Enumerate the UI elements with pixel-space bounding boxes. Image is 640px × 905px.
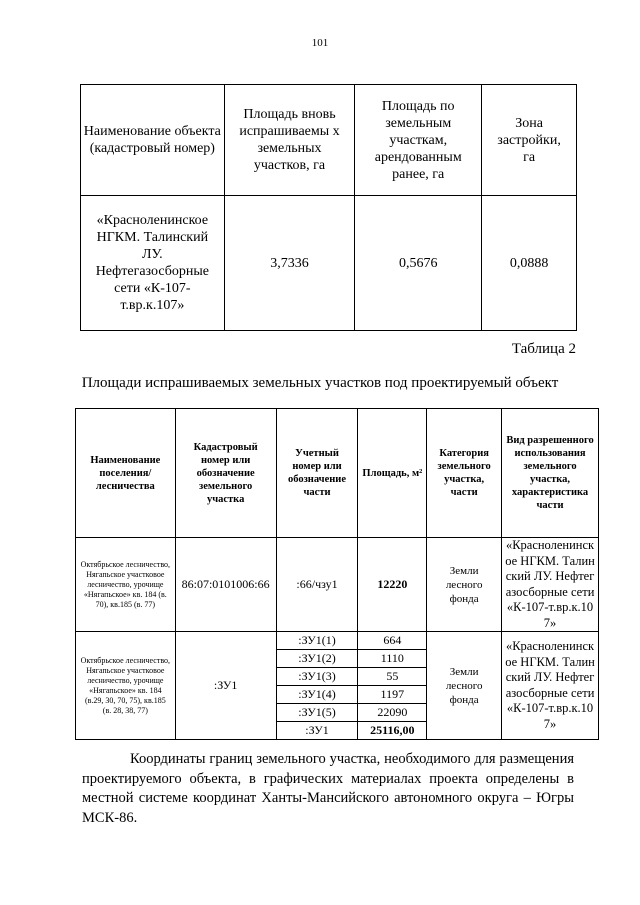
leased-area-value: 0,5676 [355, 196, 482, 331]
settlement-cell: Октябрьское лесничество, Нягапьское участковое лесничество, урочище «Нягапьское» кв. 184 (в. 70), кв.185 (в. 77) [76, 538, 176, 632]
table-header-row [76, 409, 599, 538]
cadastral-cell: 86:07:0101006:66 [175, 538, 276, 632]
area-cell: 22090 [358, 704, 427, 722]
table-header-row [81, 85, 577, 196]
part-cell: :66/чзу1 [276, 538, 358, 632]
table-row [76, 632, 599, 650]
settlement-cell: Октябрьское лесничество, Нягапьское участковое лесничество, урочище «Нягапьское» кв. 184 (в.29, 30, 70, 75), кв.185 (в. 28, 38, 77) [76, 632, 176, 740]
area-cell: 664 [358, 632, 427, 650]
table2-title: Площади испрашиваемых земельных участков под проектируемый объект [81, 375, 559, 391]
header-new-area: Площадь вновь испрашиваемы х земельных участков, га [224, 85, 355, 196]
part-cell: :ЗУ1(2) [276, 650, 358, 668]
use-cell: «Красноленинское НГКМ. Талинский ЛУ. Нефтегазосборные сети «К-107-т.вр.к.107» [502, 538, 599, 632]
page-number: 101 [311, 37, 329, 49]
coordinates-paragraph [82, 750, 574, 828]
object-name: «Красноленинское НГКМ. Талинский ЛУ. Нефтегазосборные сети «К-107-т.вр.к.107» [81, 196, 225, 331]
area-cell: 1197 [358, 686, 427, 704]
header-zone: Зона застройки, га [482, 85, 577, 196]
paragraph-text: Координаты границ земельного участка, необходимого для размещения проектируемого объекта, в графических материалах проекта определены в местной системе координат Ханты-Мансийского автономного округа – Югры МСК-86. [82, 751, 574, 826]
header-leased-area: Площадь по земельным участкам, арендованным ранее, га [355, 85, 482, 196]
objects-table [80, 84, 577, 331]
header-part: Учетный номер или обозначение части [276, 409, 358, 538]
header-category: Категория земельного участка, части [427, 409, 502, 538]
part-cell: :ЗУ1(4) [276, 686, 358, 704]
part-cell: :ЗУ1(1) [276, 632, 358, 650]
header-settlement [76, 409, 176, 538]
cadastral-cell: :ЗУ1 [175, 632, 276, 740]
table2-caption: Таблица 2 [511, 341, 576, 357]
table-row [76, 538, 599, 632]
table-row [81, 196, 577, 331]
zone-value: 0,0888 [482, 196, 577, 331]
area-cell: 1110 [358, 650, 427, 668]
category-cell: Земли лесного фонда [427, 538, 502, 632]
header-area: Площадь, м² [358, 409, 427, 538]
new-area-value: 3,7336 [224, 196, 355, 331]
part-cell: :ЗУ1(5) [276, 704, 358, 722]
header-cadastral: Кадастровый номер или обозначение земельного участка [175, 409, 276, 538]
total-part-cell: :ЗУ1 [276, 722, 358, 740]
header-settlement-text: Наименование поселения/ лесничества [90, 454, 161, 492]
total-area-cell: 25116,00 [358, 722, 427, 740]
header-object-name: Наименование объекта (кадастровый номер) [81, 85, 225, 196]
area-cell: 12220 [358, 538, 427, 632]
use-cell: «Красноленинское НГКМ. Талинский ЛУ. Нефтегазосборные сети «К-107-т.вр.к.107» [502, 632, 599, 740]
area-cell: 55 [358, 668, 427, 686]
part-cell: :ЗУ1(3) [276, 668, 358, 686]
land-plots-table [75, 408, 599, 740]
header-use: Вид разрешенного использования земельного участка, характеристика части [502, 409, 599, 538]
category-cell: Земли лесного фонда [427, 632, 502, 740]
